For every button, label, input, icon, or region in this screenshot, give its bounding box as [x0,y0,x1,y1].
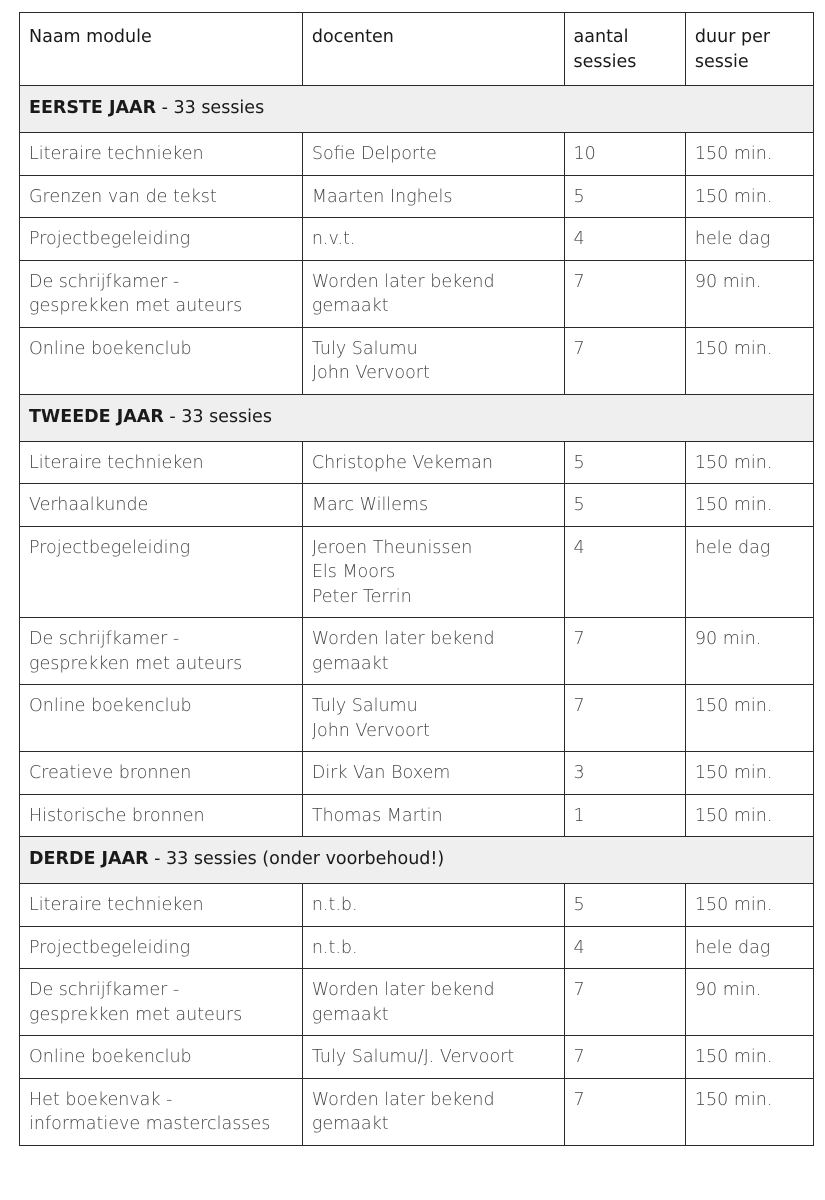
teachers-cell [302,133,564,176]
teachers-cell [302,1078,564,1145]
module-name: De schrijfkamer - [29,271,180,292]
section-year: TWEEDE JAAR [29,406,164,427]
module-cell [20,1036,303,1079]
table-row [20,752,814,795]
module-name: Projectbegeleiding [29,537,191,558]
teachers-cell [302,327,564,394]
duration-cell: 150 min. [685,1036,813,1079]
teacher-name: Tuly Salumu/J. Vervoort [311,1047,515,1067]
duration-cell: 150 min. [685,327,813,394]
module-name: Historische bronnen [29,805,205,826]
module-cell [20,260,303,327]
header-duration-label-line1: duur per [694,27,771,47]
teachers-cell [302,260,564,327]
duration-cell: 150 min. [685,484,813,527]
module-cell [20,618,303,685]
section-header-row [20,837,814,884]
module-name: Online boekenclub [29,696,192,716]
sessions-cell: 7 [564,1036,685,1079]
module-name: informatieve masterclasses [29,1114,271,1134]
curriculum-table [19,12,814,1146]
teachers-cell [302,441,564,484]
module-cell [20,685,303,752]
duration-cell: 150 min. [685,133,813,176]
teacher-name: Peter Terrin [311,586,412,607]
sessions-cell: 7 [564,618,685,685]
curriculum-table-body [20,13,814,1146]
header-teachers [302,13,564,86]
table-row [20,218,814,261]
module-cell [20,441,303,484]
module-name: Verhaalkunde [29,495,149,515]
table-row [20,260,814,327]
table-row [20,884,814,927]
module-cell [20,969,303,1036]
duration-cell: hele dag [685,218,813,261]
table-row [20,175,814,218]
sessions-cell: 7 [564,327,685,394]
module-cell [20,526,303,618]
header-duration-label-line2: sessie [694,51,749,72]
section-title [20,394,814,441]
teacher-name: gemaakt [311,1114,389,1134]
teacher-name: John Vervoort [311,720,430,741]
teacher-name: Els Moors [311,562,396,582]
section-year: EERSTE JAAR [29,98,157,118]
duration-cell: 90 min. [685,618,813,685]
teachers-cell [302,969,564,1036]
table-header-row [20,13,814,86]
teachers-cell [302,752,564,795]
module-name: Literaire technieken [29,144,204,164]
module-name: De schrijfkamer - [29,629,180,649]
duration-cell: 90 min. [685,260,813,327]
module-name: Het boekenvak - [29,1089,173,1110]
teacher-name: Maarten Inghels [311,186,453,207]
table-row [20,484,814,527]
duration-cell: 150 min. [685,685,813,752]
teachers-cell [302,685,564,752]
module-cell [20,484,303,527]
module-name: Projectbegeleiding [29,229,191,249]
teacher-name: Tuly Salumu [311,338,418,359]
module-cell [20,794,303,837]
teacher-name: Sofie Delporte [311,144,437,164]
teacher-name: Worden later bekend [311,629,495,649]
section-session-count: - 33 sessies [156,98,265,118]
teacher-name: gemaakt [311,653,389,674]
duration-cell: 90 min. [685,969,813,1036]
header-sessions-label-line1: aantal [573,27,629,47]
sessions-cell: 1 [564,794,685,837]
teachers-cell [302,526,564,618]
teacher-name: Thomas Martin [311,805,443,826]
module-name: Literaire technieken [29,895,204,915]
module-name: Grenzen van de tekst [29,186,217,207]
sessions-cell: 7 [564,969,685,1036]
teacher-name: Jeroen Theunissen [311,537,473,558]
table-row [20,1036,814,1079]
teacher-name: Worden later bekend [311,980,495,1000]
teacher-name: n.v.t. [311,229,356,249]
module-name: Creatieve bronnen [29,763,192,783]
section-year: DERDE JAAR [29,849,149,869]
module-name: Projectbegeleiding [29,937,191,958]
header-teachers-label: docenten [311,27,394,47]
header-module [20,13,303,86]
module-name: De schrijfkamer - [29,980,180,1000]
teachers-cell [302,926,564,969]
section-session-count: - 33 sessies (onder voorbehoud!) [148,849,445,869]
table-row [20,685,814,752]
sessions-cell: 5 [564,484,685,527]
module-cell [20,175,303,218]
module-name: gesprekken met auteurs [29,296,243,316]
module-cell [20,884,303,927]
section-title [20,837,814,884]
sessions-cell: 7 [564,260,685,327]
sessions-cell: 4 [564,218,685,261]
teachers-cell [302,618,564,685]
teachers-cell [302,1036,564,1079]
table-row [20,1078,814,1145]
sessions-cell: 4 [564,526,685,618]
duration-cell: 150 min. [685,752,813,795]
module-cell [20,133,303,176]
teacher-name: Marc Willems [311,495,429,515]
duration-cell: 150 min. [685,884,813,927]
sessions-cell: 7 [564,685,685,752]
teacher-name: Tuly Salumu [311,696,418,716]
duration-cell: 150 min. [685,441,813,484]
table-row [20,327,814,394]
module-cell [20,327,303,394]
section-header-row [20,394,814,441]
module-name: Literaire technieken [29,452,204,473]
teachers-cell [302,794,564,837]
duration-cell: hele dag [685,526,813,618]
teachers-cell [302,484,564,527]
teacher-name: Dirk Van Boxem [311,763,451,783]
sessions-cell: 10 [564,133,685,176]
duration-cell: hele dag [685,926,813,969]
sessions-cell: 4 [564,926,685,969]
module-cell [20,926,303,969]
table-row [20,526,814,618]
teacher-name: n.t.b. [311,937,358,958]
table-row [20,969,814,1036]
section-title [20,86,814,133]
module-name: Online boekenclub [29,1047,192,1067]
teacher-name: n.t.b. [311,895,358,915]
teacher-name: John Vervoort [311,363,430,383]
duration-cell: 150 min. [685,175,813,218]
table-row [20,794,814,837]
section-header-row [20,86,814,133]
module-name: Online boekenclub [29,338,192,359]
teachers-cell [302,175,564,218]
teachers-cell [302,218,564,261]
sessions-cell: 3 [564,752,685,795]
duration-cell: 150 min. [685,1078,813,1145]
teacher-name: Worden later bekend [311,1089,495,1110]
teachers-cell [302,884,564,927]
sessions-cell: 5 [564,175,685,218]
module-name: gesprekken met auteurs [29,653,243,674]
table-row [20,618,814,685]
table-row [20,926,814,969]
header-duration [685,13,813,86]
teacher-name: gemaakt [311,296,389,316]
section-session-count: - 33 sessies [163,406,272,427]
header-sessions [564,13,685,86]
duration-cell: 150 min. [685,794,813,837]
sessions-cell: 7 [564,1078,685,1145]
teacher-name: Worden later bekend [311,271,495,292]
module-name: gesprekken met auteurs [29,1004,243,1025]
sessions-cell: 5 [564,441,685,484]
table-row [20,133,814,176]
module-cell [20,752,303,795]
header-sessions-label-line2: sessies [573,51,637,72]
teacher-name: Christophe Vekeman [311,452,493,473]
module-cell [20,218,303,261]
table-row [20,441,814,484]
header-module-label: Naam module [29,27,152,47]
teacher-name: gemaakt [311,1004,389,1025]
sessions-cell: 5 [564,884,685,927]
module-cell [20,1078,303,1145]
